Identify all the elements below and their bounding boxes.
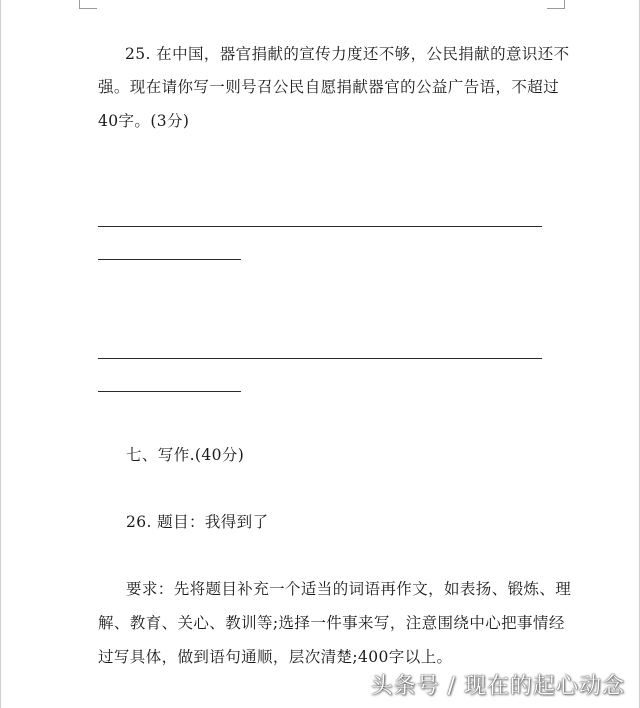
requirements-line-1: 要求：先将题目补充一个适当的词语再作文，如表扬、锻炼、理 xyxy=(126,580,572,598)
question-26-prompt: 26. 题目：我得到了 xyxy=(126,513,269,531)
answer-line[interactable] xyxy=(98,358,542,359)
question-25-line-1: 25. 在中国，器官捐献的宣传力度还不够，公民捐献的意识还不 xyxy=(125,45,570,63)
answer-line[interactable] xyxy=(98,259,241,260)
question-25-line-2: 强。现在请你写一则号召公民自愿捐献器官的公益广告语，不超过 xyxy=(98,78,560,96)
answer-line[interactable] xyxy=(98,226,542,227)
page-corner-mark-left xyxy=(79,0,80,8)
answer-line[interactable] xyxy=(98,391,241,392)
requirements-line-2: 解、教育、关心、教训等;选择一件事来写，注意围绕中心把事情经 xyxy=(98,614,565,632)
requirements-line-3: 过写具体，做到语句通顺，层次清楚;400字以上。 xyxy=(98,648,453,666)
page-corner-mark-left-h xyxy=(79,8,97,9)
page-corner-mark-right-h xyxy=(547,8,565,9)
section-7-heading: 七、写作.(40分) xyxy=(126,446,245,464)
question-25-line-3: 40字。(3分) xyxy=(98,112,190,130)
page-corner-mark-right xyxy=(564,0,565,8)
watermark-text: 头条号 / 现在的起心动念 xyxy=(370,674,625,699)
